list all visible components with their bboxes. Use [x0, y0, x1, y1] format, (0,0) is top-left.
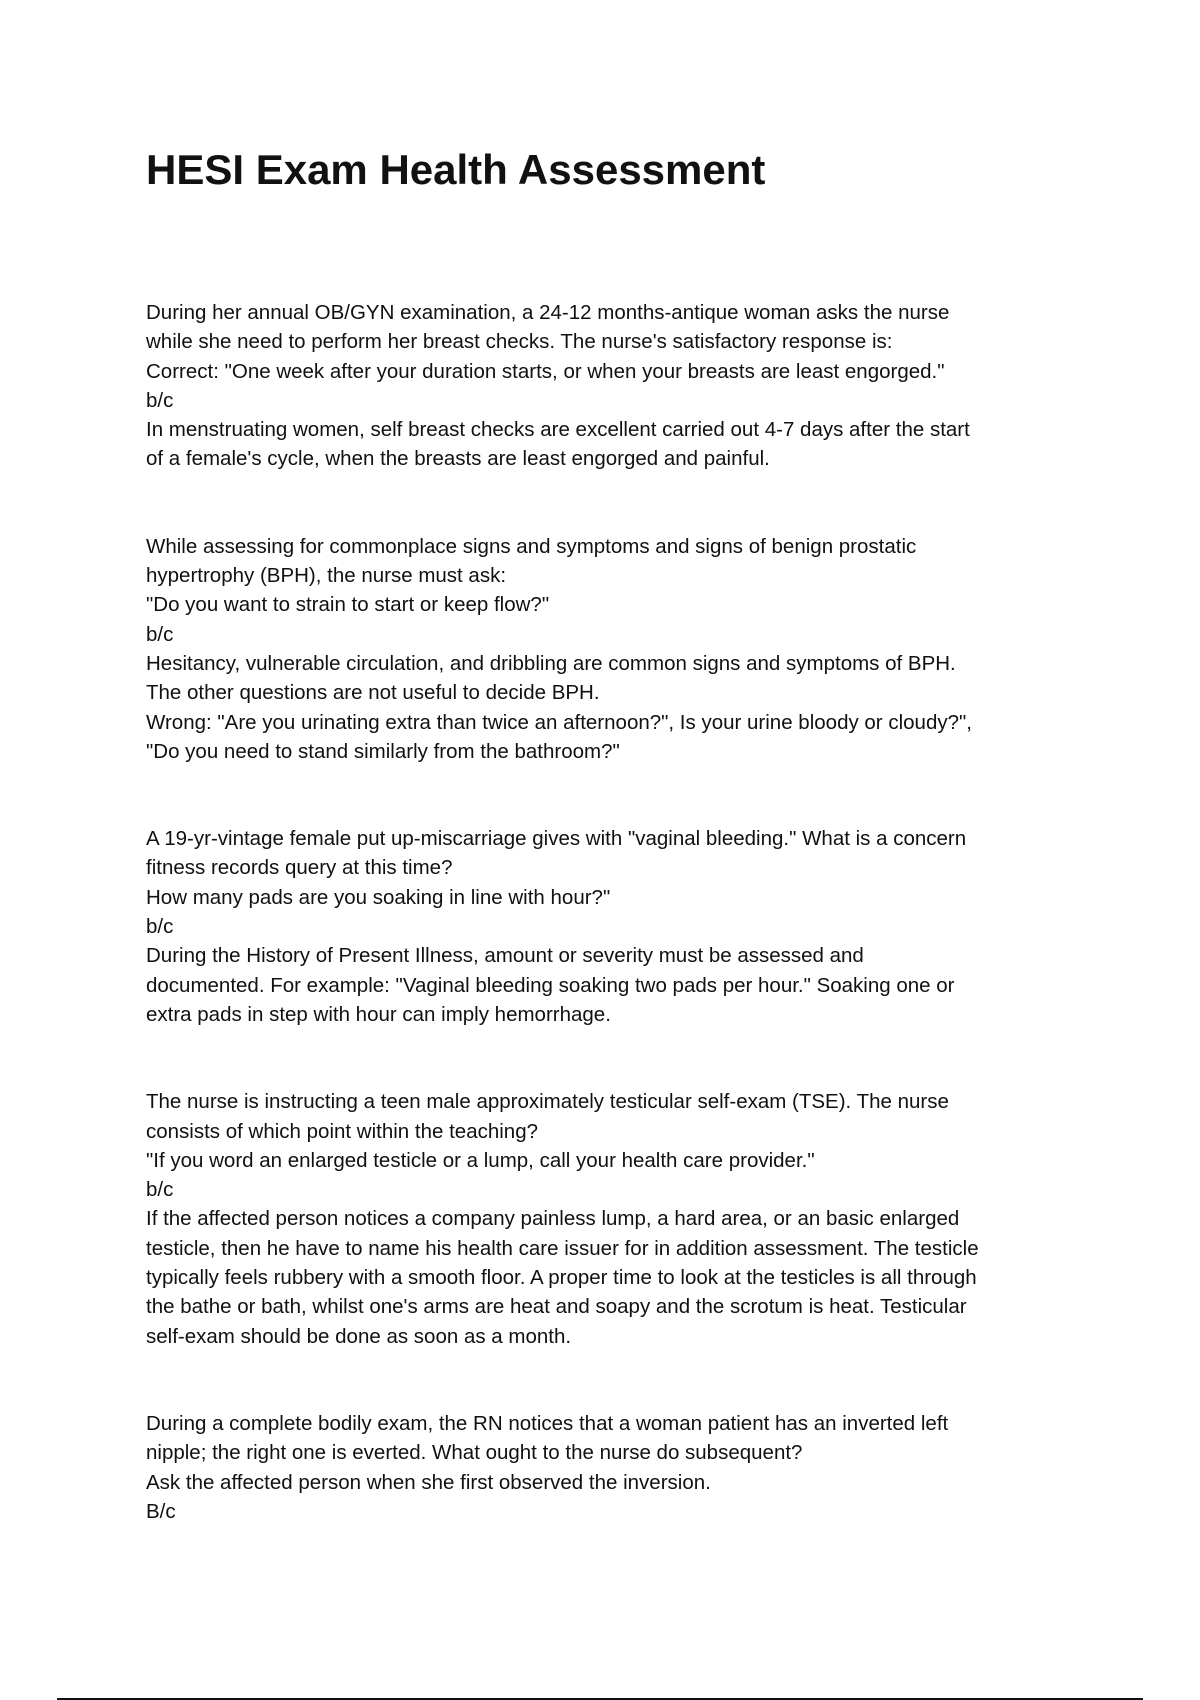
- rationale-line: The other questions are not useful to decide BPH.: [146, 681, 600, 705]
- text-line: During a complete bodily exam, the RN notices that a woman patient has an inverted left: [146, 1411, 949, 1435]
- rationale-line: During the History of Present Illness, amount or severity must be assessed and: [146, 944, 864, 968]
- text-line: hypertrophy (BPH), the nurse must ask:: [146, 564, 507, 588]
- text-line: The nurse is instructing a teen male approximately testicular self-exam (TSE). The nurse: [146, 1090, 949, 1114]
- because-label: b/c: [146, 622, 174, 646]
- because-label: b/c: [146, 388, 174, 412]
- answer-line: Correct: "One week after your duration starts, or when your breasts are least engorged.": [146, 359, 945, 383]
- question-block: [146, 824, 1066, 1029]
- answer-line: "Do you want to strain to start or keep flow?": [146, 593, 550, 617]
- question-block: [146, 298, 1066, 474]
- answer-line: "If you word an enlarged testicle or a lump, call your health care provider.": [146, 1148, 815, 1172]
- text-line: During her annual OB/GYN examination, a 24-12 months-antique woman asks the nurse: [146, 301, 950, 324]
- because-label: b/c: [146, 1178, 174, 1202]
- rationale-line: of a female's cycle, when the breasts are least engorged and painful.: [146, 447, 770, 471]
- rationale-line: In menstruating women, self breast checks are excellent carried out 4-7 days after the start: [146, 418, 970, 442]
- text-line: A 19-yr-vintage female put up-miscarriage gives with "vaginal bleeding." What is a concern: [146, 827, 967, 851]
- document-title: HESI Exam Health Assessment: [146, 146, 766, 193]
- rationale-line: self-exam should be done as soon as a month.: [146, 1324, 572, 1348]
- rationale-line: If the affected person notices a company painless lump, a hard area, or an basic enlarged: [146, 1207, 960, 1231]
- rationale-line: extra pads in step with hour can imply hemorrhage.: [146, 1002, 611, 1026]
- text-line: While assessing for commonplace signs and symptoms and signs of benign prostatic: [146, 534, 917, 558]
- text-line: nipple; the right one is everted. What ought to the nurse do subsequent?: [146, 1441, 803, 1465]
- question-block: [146, 1087, 1066, 1351]
- text-line: fitness records query at this time?: [146, 856, 453, 880]
- because-label: B/c: [146, 1499, 176, 1523]
- text-line: consists of which point within the teaching?: [146, 1119, 539, 1143]
- question-block: [146, 1409, 1066, 1526]
- answer-line: Ask the affected person when she first observed the inversion.: [146, 1470, 711, 1494]
- question-block: [146, 532, 1066, 766]
- rationale-line: Hesitancy, vulnerable circulation, and dribbling are common signs and symptoms of BPH.: [146, 651, 956, 675]
- text-line: while she need to perform her breast checks. The nurse's satisfactory response is:: [146, 330, 893, 354]
- because-label: b/c: [146, 915, 174, 939]
- document-body: [146, 298, 1066, 1584]
- answer-line: How many pads are you soaking in line with hour?": [146, 885, 611, 909]
- rationale-line: the bathe or bath, whilst one's arms are heat and soapy and the scrotum is heat. Testicular: [146, 1295, 967, 1319]
- rationale-line: testicle, then he have to name his health care issuer for in addition assessment. The testicle: [146, 1236, 979, 1260]
- rationale-line: typically feels rubbery with a smooth floor. A proper time to look at the testicles is all through: [146, 1266, 977, 1290]
- wrong-answers-line: Wrong: "Are you urinating extra than twice an afternoon?", Is your urine bloody or cloudy?",: [146, 710, 972, 734]
- wrong-answers-line: "Do you need to stand similarly from the bathroom?": [146, 739, 620, 763]
- rationale-line: documented. For example: "Vaginal bleeding soaking two pads per hour." Soaking one or: [146, 973, 955, 997]
